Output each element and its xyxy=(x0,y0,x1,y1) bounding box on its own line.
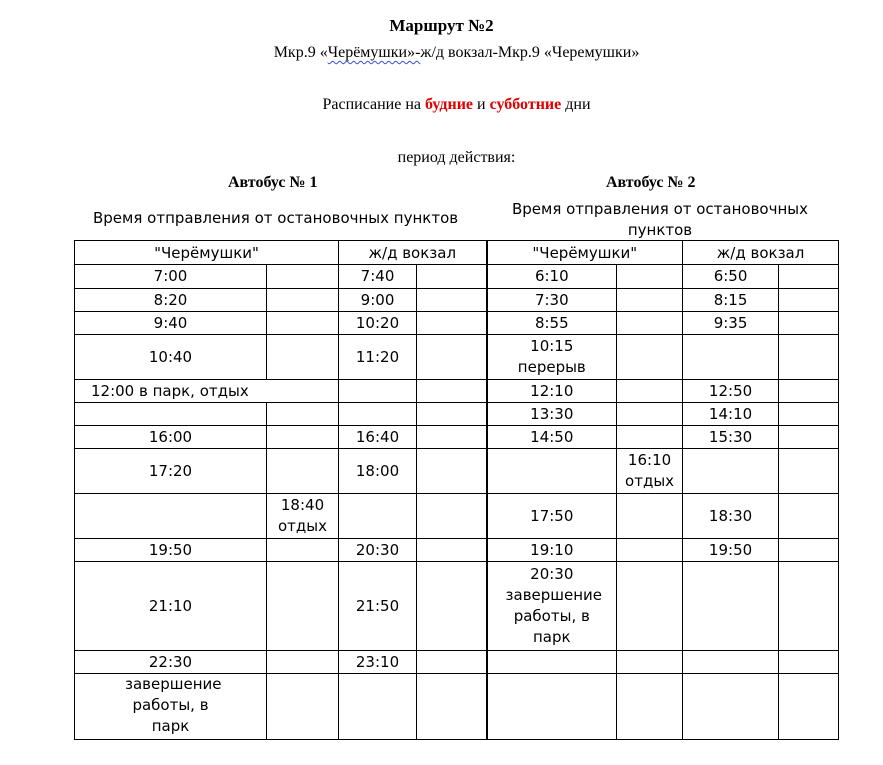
table-cell xyxy=(267,426,339,449)
bus-1-departure-caption: Время отправления от остановочных пунктов xyxy=(93,209,459,227)
table-cell xyxy=(779,380,839,403)
route-description xyxy=(0,44,883,62)
table-cell: 7:30 xyxy=(487,289,617,312)
table-cell xyxy=(487,651,617,674)
table-cell xyxy=(617,426,683,449)
table-cell xyxy=(267,335,339,380)
table-cell: 11:20 xyxy=(339,335,417,380)
table-cell xyxy=(339,494,417,539)
table-cell xyxy=(683,449,779,494)
table-cell: 13:30 xyxy=(487,403,617,426)
table-cell xyxy=(779,539,839,562)
header-cheryomushki-bus2: "Черёмушки" xyxy=(487,241,683,265)
table-cell xyxy=(617,265,683,289)
table-cell xyxy=(417,674,487,740)
table-cell xyxy=(617,380,683,403)
schedule-and: и xyxy=(473,96,490,113)
table-cell xyxy=(487,674,617,740)
table-cell: завершение работы, в парк xyxy=(75,674,267,740)
table-cell: 23:10 xyxy=(339,651,417,674)
table-cell: 18:00 xyxy=(339,449,417,494)
table-cell xyxy=(779,494,839,539)
table-cell: 8:55 xyxy=(487,312,617,335)
table-cell xyxy=(417,335,487,380)
table-cell: 9:40 xyxy=(75,312,267,335)
table-cell xyxy=(487,449,617,494)
table-cell xyxy=(683,674,779,740)
table-cell: 12:10 xyxy=(487,380,617,403)
validity-period: период действия: xyxy=(397,149,516,166)
table-cell xyxy=(75,494,267,539)
table-cell xyxy=(617,335,683,380)
table-cell xyxy=(617,312,683,335)
table-cell xyxy=(267,449,339,494)
table-cell xyxy=(779,449,839,494)
table-cell xyxy=(617,562,683,651)
table-cell xyxy=(417,562,487,651)
table-row xyxy=(75,289,839,312)
schedule-heading xyxy=(0,96,883,114)
table-cell: 14:50 xyxy=(487,426,617,449)
table-cell: 19:10 xyxy=(487,539,617,562)
table-cell: 21:50 xyxy=(339,562,417,651)
table-cell: 22:30 xyxy=(75,651,267,674)
table-cell xyxy=(417,403,487,426)
table-cell: 10:20 xyxy=(339,312,417,335)
table-cell: 20:30 завершение работы, в парк xyxy=(487,562,617,651)
table-row xyxy=(75,651,839,674)
table-cell xyxy=(617,289,683,312)
table-row xyxy=(75,426,839,449)
table-cell xyxy=(617,651,683,674)
table-row xyxy=(75,403,839,426)
table-cell xyxy=(339,403,417,426)
schedule-prefix: Расписание на xyxy=(322,96,425,113)
table-cell xyxy=(267,312,339,335)
table-cell xyxy=(267,562,339,651)
table-header-row xyxy=(75,241,839,265)
table-cell xyxy=(267,265,339,289)
table-cell xyxy=(267,651,339,674)
header-station-bus1: ж/д вокзал xyxy=(339,241,487,265)
table-cell: 14:10 xyxy=(683,403,779,426)
weekdays-label: будние xyxy=(425,96,474,113)
route-text-underlined: Черёмушки»- xyxy=(327,44,421,61)
table-cell: 16:10 отдых xyxy=(617,449,683,494)
timetable xyxy=(74,240,839,740)
table-row xyxy=(75,494,839,539)
table-cell: 7:00 xyxy=(75,265,267,289)
header-station-bus2: ж/д вокзал xyxy=(683,241,839,265)
table-cell xyxy=(617,674,683,740)
table-cell: 20:30 xyxy=(339,539,417,562)
table-cell xyxy=(339,380,417,403)
bus-2-departure-caption: Время отправления от остановочных пунктов xyxy=(511,200,808,239)
table-cell xyxy=(75,403,267,426)
table-cell: 9:00 xyxy=(339,289,417,312)
table-cell xyxy=(417,494,487,539)
table-cell xyxy=(417,651,487,674)
route-title: Маршрут №2 xyxy=(389,16,494,35)
table-cell xyxy=(779,335,839,380)
table-cell: 12:50 xyxy=(683,380,779,403)
table-cell: 8:20 xyxy=(75,289,267,312)
table-cell: 7:40 xyxy=(339,265,417,289)
table-cell: 9:35 xyxy=(683,312,779,335)
table-cell xyxy=(417,312,487,335)
table-row xyxy=(75,335,839,380)
table-cell xyxy=(267,403,339,426)
bus-1-title: Автобус № 1 xyxy=(228,174,318,191)
table-row xyxy=(75,449,839,494)
table-cell xyxy=(779,426,839,449)
table-cell xyxy=(779,403,839,426)
schedule-suffix: дни xyxy=(561,96,591,113)
table-cell: 17:50 xyxy=(487,494,617,539)
table-cell: 16:40 xyxy=(339,426,417,449)
table-cell xyxy=(779,289,839,312)
table-cell xyxy=(779,312,839,335)
table-cell xyxy=(417,449,487,494)
table-row xyxy=(75,674,839,740)
table-cell: 16:00 xyxy=(75,426,267,449)
table-cell xyxy=(683,335,779,380)
table-cell: 19:50 xyxy=(683,539,779,562)
table-cell: 10:15 перерыв xyxy=(487,335,617,380)
table-cell xyxy=(267,289,339,312)
table-cell: 6:50 xyxy=(683,265,779,289)
table-cell: 10:40 xyxy=(75,335,267,380)
route-text-end: ж/д вокзал-Мкр.9 «Черемушки» xyxy=(420,44,640,61)
table-cell xyxy=(267,539,339,562)
table-cell: 18:40 отдых xyxy=(267,494,339,539)
table-cell xyxy=(417,380,487,403)
header-cheryomushki-bus1: "Черёмушки" xyxy=(75,241,339,265)
table-row xyxy=(75,539,839,562)
table-row xyxy=(75,265,839,289)
route-text-start: Мкр.9 « xyxy=(273,44,328,61)
table-cell: 18:30 xyxy=(683,494,779,539)
table-cell xyxy=(617,494,683,539)
table-cell xyxy=(417,539,487,562)
table-cell: 17:20 xyxy=(75,449,267,494)
table-cell xyxy=(417,426,487,449)
table-cell: 12:00 в парк, отдых xyxy=(75,380,339,403)
table-cell: 15:30 xyxy=(683,426,779,449)
table-cell xyxy=(617,403,683,426)
table-cell xyxy=(683,562,779,651)
table-cell xyxy=(267,674,339,740)
table-cell xyxy=(339,674,417,740)
table-cell xyxy=(779,265,839,289)
table-cell xyxy=(417,265,487,289)
table-row xyxy=(75,380,839,403)
table-cell: 6:10 xyxy=(487,265,617,289)
table-cell xyxy=(779,562,839,651)
table-cell xyxy=(683,651,779,674)
table-cell: 21:10 xyxy=(75,562,267,651)
table-cell: 19:50 xyxy=(75,539,267,562)
bus-2-title: Автобус № 2 xyxy=(606,174,696,191)
table-row xyxy=(75,562,839,651)
table-cell xyxy=(779,651,839,674)
table-cell xyxy=(417,289,487,312)
saturdays-label: субботние xyxy=(489,96,562,113)
table-cell: 8:15 xyxy=(683,289,779,312)
table-row xyxy=(75,312,839,335)
table-cell xyxy=(617,539,683,562)
table-cell xyxy=(779,674,839,740)
